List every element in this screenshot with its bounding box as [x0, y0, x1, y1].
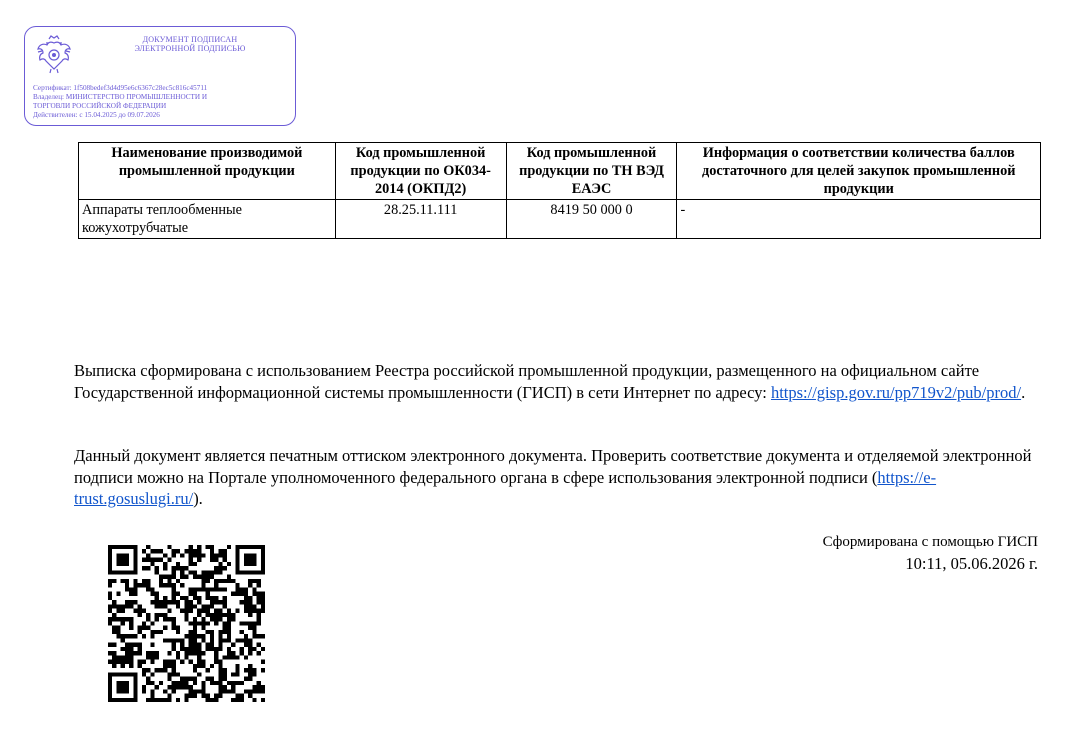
table-header-row: [79, 143, 1041, 200]
stamp-title-line-2: ЭЛЕКТРОННОЙ ПОДПИСЬЮ: [134, 44, 246, 53]
tnved-code-cell: 8419 50 000 0: [506, 200, 677, 239]
registry-statement: [74, 360, 1044, 403]
verification-statement: [74, 445, 1044, 510]
e-trust-link[interactable]: https://e-trust.gosuslugi.ru/: [74, 467, 937, 508]
stamp-validity: Действителен: с 15.04.2025 до 09.07.2026: [33, 111, 160, 119]
stamp-certificate: Сертификат: 1f508bedef3d4d95e6c6367c28ec5c816c45711: [33, 84, 208, 92]
qr-modules: [108, 545, 265, 702]
electronic-signature-stamp: [24, 26, 296, 126]
verification-statement-tail: ).: [193, 489, 203, 508]
generation-timestamp: 10:11, 05.06.2026 г.: [905, 554, 1038, 573]
column-header: Код промышленной продукции по ОК034-2014 (ОКПД2): [335, 143, 506, 200]
gisp-link[interactable]: https://gisp.gov.ru/pp719v2/pub/prod/: [770, 382, 1022, 402]
column-header: Информация о соответствии количества баллов достаточного для целей закупок промышленной продукции: [677, 143, 1041, 200]
registry-statement-tail: .: [1021, 382, 1026, 402]
generation-info: [823, 531, 1038, 575]
product-name-cell: Аппараты теплообменные кожухотрубчатые: [79, 200, 336, 239]
okpd2-code-cell: 28.25.11.111: [335, 200, 506, 239]
registry-statement-text: Выписка сформирована с использованием Реестра российской промышленной продукции, размещенного на официальном сайте Государственной информационной системы промышленности (ГИСП) в сети Интернет по адресу:: [74, 361, 980, 402]
verification-statement-text: Данный документ является печатным оттиском электронного документа. Проверить соответствие документа и отделяемой электронной подписи можно на Портале уполномоченного федерального органа в сфере использования электронной подписи (: [74, 446, 1032, 487]
double-headed-eagle-icon: [33, 33, 75, 75]
qr-code-icon: [108, 545, 265, 702]
column-header: Код промышленной продукции по ТН ВЭД ЕАЭС: [506, 143, 677, 200]
generated-by-label: Сформирована с помощью ГИСП: [822, 534, 1038, 550]
score-info-cell: -: [677, 200, 1041, 239]
column-header: Наименование производимой промышленной продукции: [79, 143, 336, 200]
stamp-details: [33, 84, 207, 120]
product-table: [78, 142, 1041, 239]
table-row: [79, 200, 1041, 239]
stamp-title-line-1: ДОКУМЕНТ ПОДПИСАН: [142, 35, 238, 44]
stamp-owner-line-1: Владелец: МИНИСТЕРСТВО ПРОМЫШЛЕННОСТИ И: [33, 93, 208, 101]
stamp-owner-line-2: ТОРГОВЛИ РОССИЙСКОЙ ФЕДЕРАЦИИ: [33, 102, 167, 110]
stamp-title: [95, 35, 285, 53]
